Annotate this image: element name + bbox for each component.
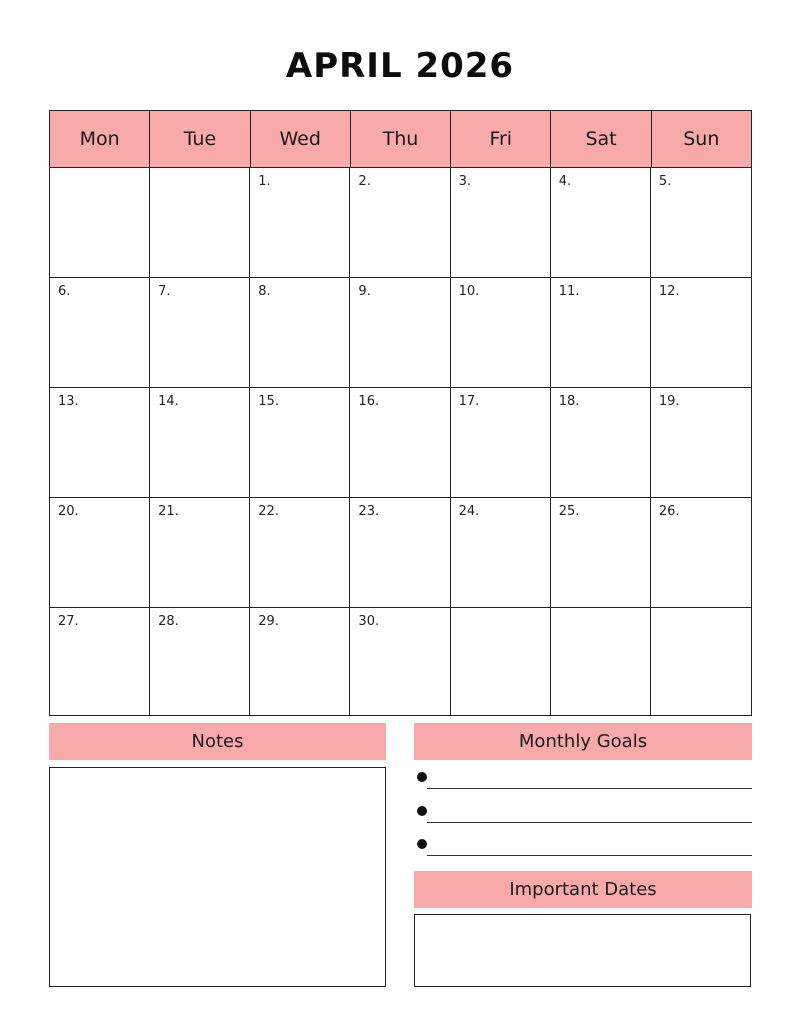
day-cell[interactable] bbox=[551, 168, 651, 278]
day-cell[interactable] bbox=[250, 498, 350, 608]
notes-box[interactable] bbox=[49, 767, 386, 987]
day-cell[interactable] bbox=[350, 608, 450, 715]
goal-underline bbox=[427, 822, 752, 823]
day-number: 27. bbox=[58, 614, 79, 629]
notes-header-label: Notes bbox=[191, 731, 244, 752]
calendar-body bbox=[50, 168, 751, 715]
day-number: 11. bbox=[558, 284, 580, 299]
day-number: 30. bbox=[358, 614, 380, 629]
goal-line[interactable] bbox=[414, 806, 752, 826]
monthly-goals-header-label: Monthly Goals bbox=[518, 731, 648, 752]
day-cell[interactable] bbox=[651, 498, 751, 608]
day-number: 28. bbox=[158, 614, 179, 629]
day-number: 9. bbox=[358, 284, 371, 299]
day-cell[interactable] bbox=[150, 388, 250, 498]
calendar-grid bbox=[49, 110, 752, 716]
day-cell[interactable] bbox=[651, 278, 751, 388]
day-cell[interactable] bbox=[50, 608, 150, 715]
day-number: 10. bbox=[458, 284, 480, 299]
day-cell[interactable] bbox=[451, 608, 551, 715]
day-cell[interactable] bbox=[651, 168, 751, 278]
day-cell[interactable] bbox=[50, 498, 150, 608]
day-cell[interactable] bbox=[451, 168, 551, 278]
day-cell[interactable] bbox=[350, 498, 450, 608]
day-cell[interactable] bbox=[551, 388, 651, 498]
day-number: 24. bbox=[458, 504, 480, 519]
day-cell[interactable] bbox=[250, 608, 350, 715]
day-number: 14. bbox=[158, 394, 179, 409]
day-number: 8. bbox=[258, 284, 271, 299]
day-cell[interactable] bbox=[150, 608, 250, 715]
day-number: 25. bbox=[558, 504, 580, 519]
day-cell[interactable] bbox=[451, 498, 551, 608]
weekday-fri: Fri bbox=[451, 111, 551, 167]
day-number: 2. bbox=[358, 174, 371, 189]
day-number: 12. bbox=[658, 284, 680, 299]
goal-line[interactable] bbox=[414, 772, 752, 792]
weekday-thu: Thu bbox=[351, 111, 451, 167]
day-cell[interactable] bbox=[350, 168, 450, 278]
day-cell[interactable] bbox=[350, 278, 450, 388]
notes-header bbox=[49, 723, 386, 760]
page-title: APRIL 2026 bbox=[285, 46, 515, 86]
day-cell[interactable] bbox=[150, 498, 250, 608]
day-number: 22. bbox=[258, 504, 279, 519]
day-number: 20. bbox=[58, 504, 79, 519]
day-cell[interactable] bbox=[451, 278, 551, 388]
day-cell[interactable] bbox=[50, 388, 150, 498]
monthly-goals-header bbox=[414, 723, 752, 760]
important-dates-box[interactable] bbox=[414, 914, 751, 987]
day-cell[interactable] bbox=[451, 388, 551, 498]
weekday-tue: Tue bbox=[150, 111, 250, 167]
goal-underline bbox=[427, 788, 752, 789]
day-cell[interactable] bbox=[50, 278, 150, 388]
weekday-header-row bbox=[50, 111, 751, 168]
day-number: 5. bbox=[658, 174, 672, 189]
goal-underline bbox=[427, 855, 752, 856]
bullet-icon bbox=[417, 772, 427, 782]
important-dates-header bbox=[414, 871, 752, 908]
day-cell[interactable] bbox=[551, 498, 651, 608]
day-cell[interactable] bbox=[651, 388, 751, 498]
day-number: 4. bbox=[558, 174, 572, 189]
day-number: 7. bbox=[158, 284, 171, 299]
day-number: 29. bbox=[258, 614, 279, 629]
weekday-sat: Sat bbox=[551, 111, 651, 167]
day-number: 6. bbox=[58, 284, 71, 299]
day-cell[interactable] bbox=[250, 278, 350, 388]
day-number: 18. bbox=[558, 394, 580, 409]
day-cell[interactable] bbox=[651, 608, 751, 715]
important-dates-header-label: Important Dates bbox=[509, 879, 657, 900]
day-cell[interactable] bbox=[551, 278, 651, 388]
day-cell[interactable] bbox=[551, 608, 651, 715]
day-number: 15. bbox=[258, 394, 279, 409]
day-number: 26. bbox=[658, 504, 680, 519]
day-number: 19. bbox=[658, 394, 680, 409]
day-cell[interactable] bbox=[150, 278, 250, 388]
bullet-icon bbox=[417, 806, 427, 816]
day-number: 13. bbox=[58, 394, 79, 409]
day-cell[interactable] bbox=[250, 388, 350, 498]
day-number: 1. bbox=[258, 174, 271, 189]
day-number: 17. bbox=[458, 394, 480, 409]
day-number: 3. bbox=[458, 174, 471, 189]
day-cell[interactable] bbox=[150, 168, 250, 278]
day-cell[interactable] bbox=[250, 168, 350, 278]
weekday-wed: Wed bbox=[251, 111, 351, 167]
bullet-icon bbox=[417, 839, 427, 849]
goal-line[interactable] bbox=[414, 839, 752, 859]
day-number: 21. bbox=[158, 504, 179, 519]
weekday-mon: Mon bbox=[50, 111, 150, 167]
day-number: 23. bbox=[358, 504, 380, 519]
day-cell[interactable] bbox=[50, 168, 150, 278]
day-number: 16. bbox=[358, 394, 380, 409]
weekday-sun: Sun bbox=[683, 128, 720, 150]
day-cell[interactable] bbox=[350, 388, 450, 498]
